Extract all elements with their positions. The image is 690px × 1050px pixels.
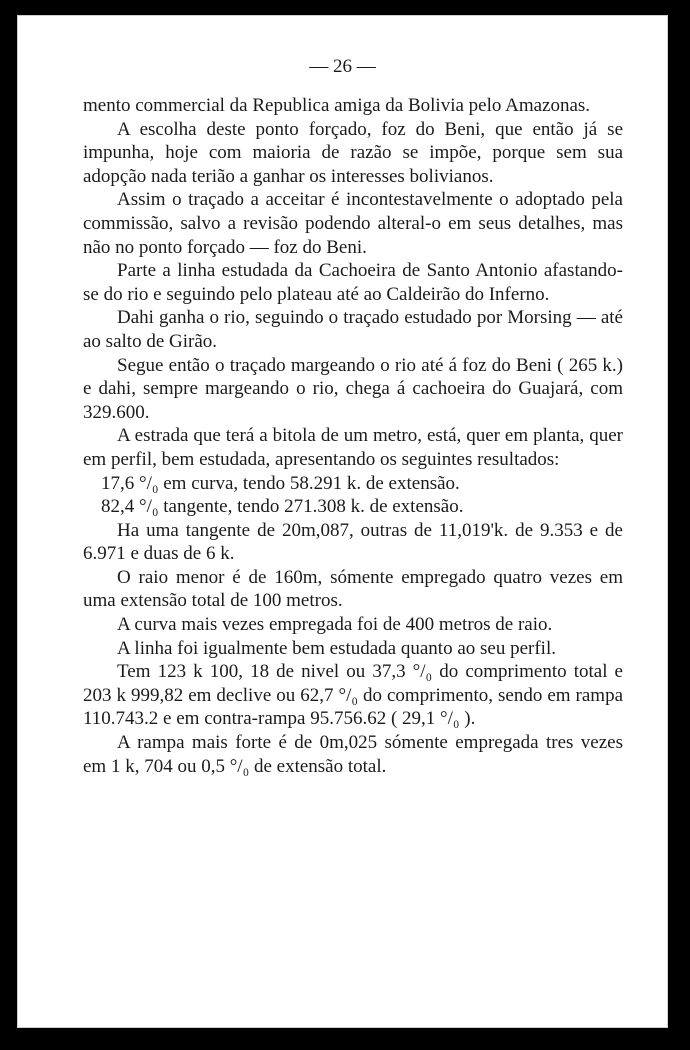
paragraph: Dahi ganha o rio, seguindo o traçado estudado por Morsing — até ao salto de Girão. [83, 307, 623, 352]
body-text [83, 94, 623, 778]
paragraph: O raio menor é de 160m, sómente empregado quatro vezes em uma extensão total de 100 metros. [83, 566, 623, 612]
document-page [17, 15, 668, 1028]
paragraph: 82,4 °/₀ tangente, tendo 271.308 k. de extensão. [101, 496, 464, 518]
paragraph: A curva mais vezes empregada foi de 400 metros de raio. [117, 614, 553, 636]
paragraph: Tem 123 k 100, 18 de nivel ou 37,3 °/₀ do comprimento total e 203 k 999,82 em declive ou 62,7 °/₀ do comprimento, sendo em rampa 110.743.2 e em contra-rampa 95.756.62 ( 29,1 °/₀ ). [83, 661, 623, 730]
paragraph: A rampa mais forte é de 0m,025 sómente empregada tres vezes em 1 k, 704 ou 0,5 °/₀ de extensão total. [83, 732, 623, 777]
paragraph: Segue então o traçado margeando o rio até á foz do Beni ( 265 k.) e dahi, sempre margeando o rio, chega á cachoeira do Guajará, com 329.600. [83, 354, 623, 423]
paragraph: mento commercial da Republica amiga da Bolivia pelo Amazonas. [83, 95, 591, 116]
paragraph: Parte a linha estudada da Cachoeira de Santo Antonio afastando-se do rio e seguindo pelo plateau até ao Caldeirão do Inferno. [83, 260, 623, 305]
page-number: — 26 — [309, 56, 376, 77]
paragraph: A escolha deste ponto forçado, foz do Beni, que então já se impunha, hoje com maioria de razão se impõe, porque sem sua adopção nada terião a ganhar os interesses bolivianos. [83, 118, 623, 187]
paragraph: Assim o traçado a acceitar é incontestavelmente o adoptado pela commissão, salvo a revisão podendo alteral-o em seus detalhes, mas não no ponto forçado — foz do Beni. [83, 189, 623, 258]
paragraph: A estrada que terá a bitola de um metro, está, quer em planta, quer em perfil, bem estudada, apresentando os seguintes resultados: [83, 425, 623, 470]
paragraph: A linha foi igualmente bem estudada quanto ao seu perfil. [117, 637, 556, 659]
paragraph: 17,6 °/₀ em curva, tendo 58.291 k. de extensão. [101, 472, 460, 494]
paragraph: Ha uma tangente de 20m,087, outras de 11,019'k. de 9.353 e de 6.971 e duas de 6 k. [83, 519, 623, 565]
